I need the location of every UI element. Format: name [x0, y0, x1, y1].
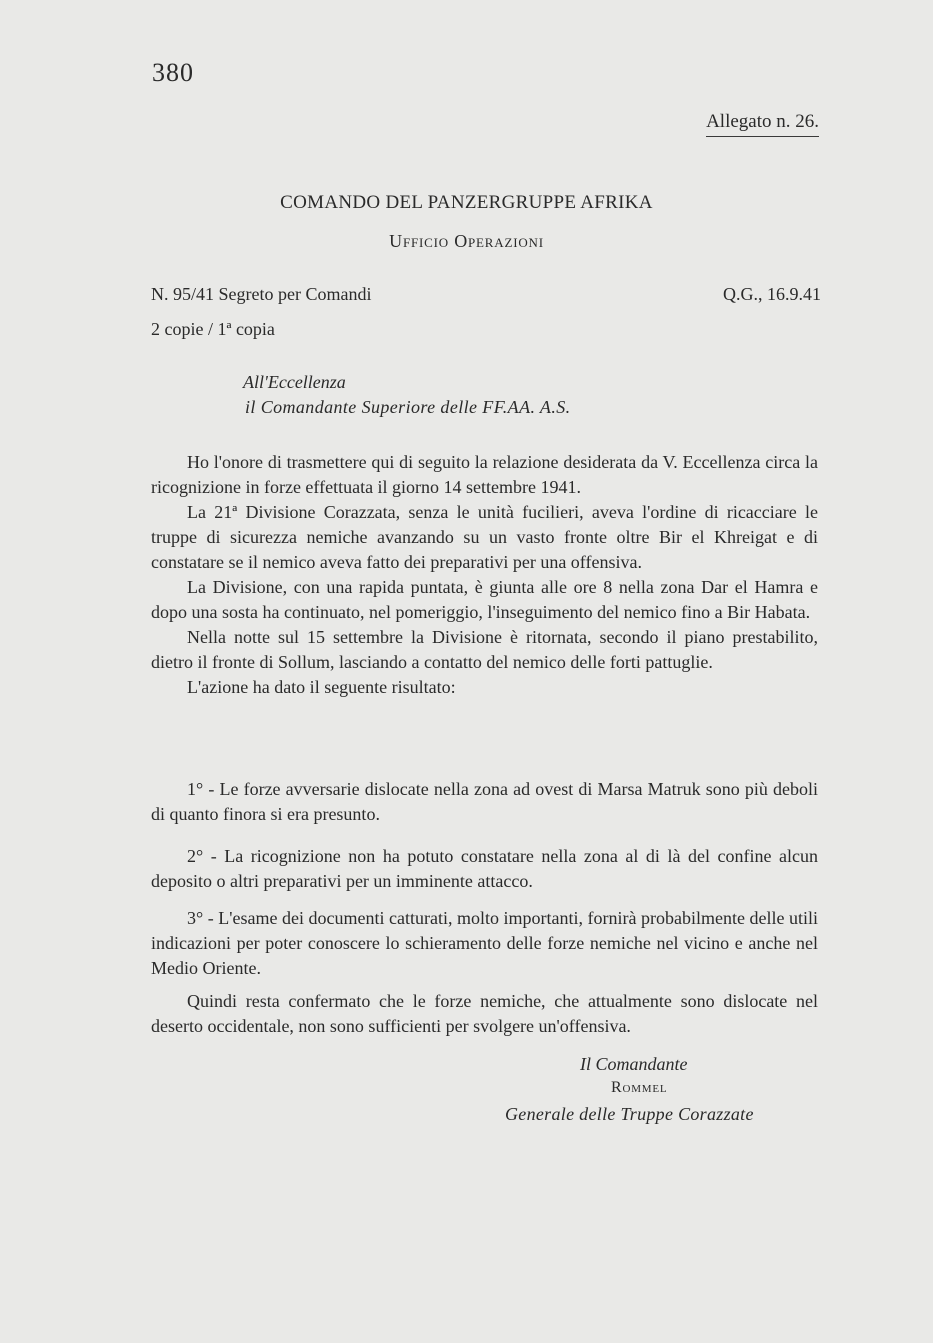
paragraph: Nella notte sul 15 settembre la Divisione è ritornata, secondo il piano prestabilito, dietro il fronte di Sollum, lasciando a contatto del nemico delle forti pattuglie. [151, 627, 818, 672]
paragraph: L'azione ha dato il seguente risultato: [187, 677, 456, 697]
paragraph: Ho l'onore di trasmettere qui di seguito la relazione desiderata da V. Eccellenza circa la ricognizione in forze effettuata il giorno 14 settembre 1941. [151, 452, 818, 497]
result-point-3 [151, 906, 818, 981]
signature-title: Il Comandante [580, 1054, 688, 1074]
point-text: 1° - Le forze avversarie dislocate nella zona ad ovest di Marsa Matruk sono più deboli di quanto finora si era presunto. [151, 779, 818, 824]
signature-name: Rommel [611, 1079, 668, 1096]
page-number: 380 [152, 58, 194, 87]
conclusion-text: Quindi resta confermato che le forze nemiche, che attualmente sono dislocate nel deserto occidentale, non sono sufficienti per svolgere un'offensiva. [151, 991, 818, 1036]
paragraph: La 21ª Divisione Corazzata, senza le unità fucilieri, aveva l'ordine di ricacciare le truppe di sicurezza nemiche avanzando su un vasto fronte oltre Bir el Khreigat e di constatare se il nemico aveva fatto dei preparativi per una offensiva. [151, 502, 818, 572]
result-point-1 [151, 777, 818, 827]
document-subheading: Ufficio Operazioni [389, 231, 544, 251]
reference-number: N. 95/41 Segreto per Comandi [151, 284, 372, 304]
annex-label: Allegato n. 26. [706, 111, 819, 137]
addressee-line-2: il Comandante Superiore delle FF.AA. A.S. [245, 397, 571, 417]
result-point-2 [151, 844, 818, 894]
point-text: 2° - La ricognizione non ha potuto constatare nella zona al di là del confine alcun deposito o altri preparativi per un imminente attacco. [151, 846, 818, 891]
document-heading: COMANDO DEL PANZERGRUPPE AFRIKA [280, 192, 653, 213]
signature-rank: Generale delle Truppe Corazzate [505, 1104, 754, 1124]
point-text: 3° - L'esame dei documenti catturati, molto importanti, fornirà probabilmente delle utili indicazioni per poter conoscere lo schieramento delle forze nemiche nel vicino e anche nel Medio Oriente. [151, 908, 818, 978]
conclusion-paragraph [151, 989, 818, 1039]
addressee-line-1: All'Eccellenza [243, 372, 346, 392]
paragraph: La Divisione, con una rapida puntata, è giunta alle ore 8 nella zona Dar el Hamra e dopo una sosta ha continuato, nel pomeriggio, l'inseguimento del nemico fino a Bir Habata. [151, 577, 818, 622]
location-date: Q.G., 16.9.41 [723, 284, 821, 304]
body-paragraphs [151, 450, 818, 700]
copies-note: 2 copie / 1ª copia [151, 319, 275, 339]
